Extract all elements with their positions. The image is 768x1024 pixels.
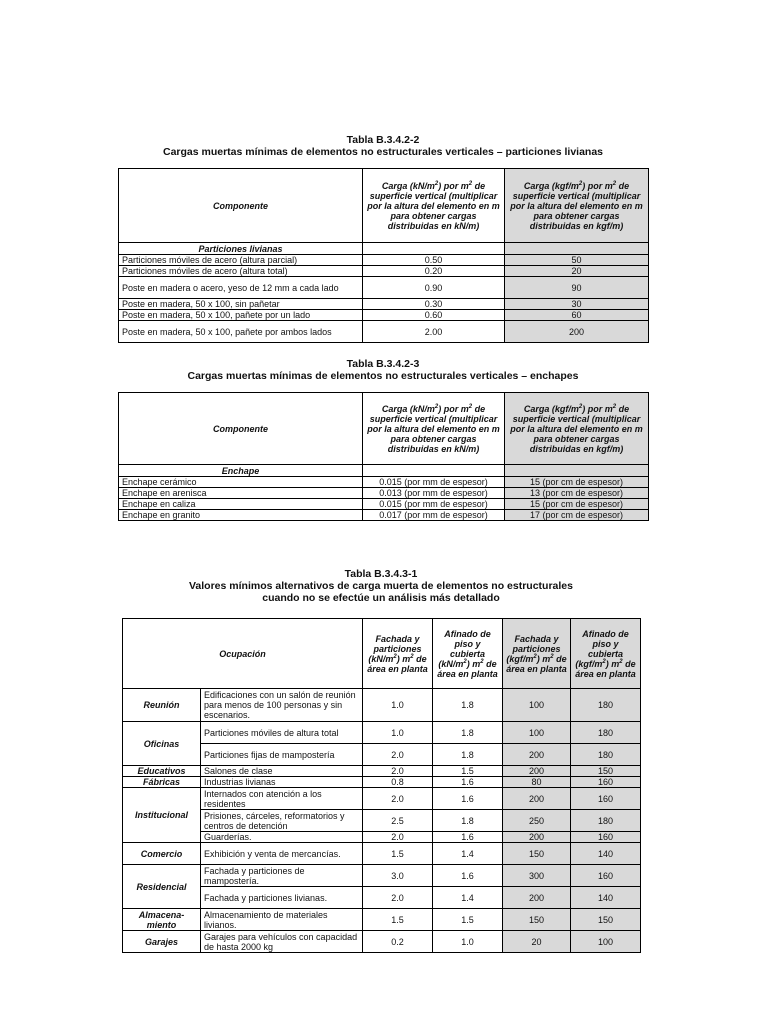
occupancy-label: Comercio xyxy=(123,843,201,865)
table2-section xyxy=(118,358,648,521)
table3-header-row xyxy=(123,619,641,689)
occupancy-label: Institucional xyxy=(123,788,201,843)
table-row xyxy=(119,510,649,521)
table3-caption-subtitle: Valores mínimos alternativos de carga muerta de elementos no estructurales xyxy=(189,580,573,592)
component-name: Enchape en granito xyxy=(119,510,363,521)
table3-header-occupancy: Ocupación xyxy=(123,619,363,689)
value-kn: 2.00 xyxy=(363,321,505,343)
table3-header-col3: Fachada y particiones $(kgf/m^2)$ $m^2$ de área en planta xyxy=(503,619,571,689)
occupancy-label: Garajes xyxy=(123,931,201,953)
value-facade-kgf: 200 xyxy=(503,766,571,777)
value-kgf: 200 xyxy=(505,321,649,343)
value-floor-kn: 1.4 xyxy=(433,843,503,865)
value-floor-kgf: 140 xyxy=(571,887,641,909)
value-floor-kgf: 140 xyxy=(571,843,641,865)
table3-caption-title: Tabla B.3.4.3-1 xyxy=(344,568,418,580)
table1-header-row xyxy=(119,169,649,243)
occupancy-description: Industrias livianas xyxy=(201,777,363,788)
table2-header-kn: Carga $(kN/m^2)$ por $m^2$ de superficie vertical (multiplicar por la altura del elemento en m para obtener cargas distribuidas en kN/m) xyxy=(363,393,505,465)
value-floor-kgf: 180 xyxy=(571,744,641,766)
value-facade-kgf: 100 xyxy=(503,722,571,744)
table-row xyxy=(123,843,641,865)
table-row xyxy=(123,810,641,832)
value-facade-kn: 2.0 xyxy=(363,887,433,909)
value-facade-kn: 1.0 xyxy=(363,722,433,744)
value-floor-kn: 1.8 xyxy=(433,722,503,744)
occupancy-description: Fachada y particiones livianas. xyxy=(201,887,363,909)
value-floor-kn: 1.6 xyxy=(433,788,503,810)
occupancy-label: Almacena-miento xyxy=(123,909,201,931)
table1-caption xyxy=(118,134,648,158)
value-floor-kn: 1.6 xyxy=(433,832,503,843)
value-floor-kn: 1.0 xyxy=(433,931,503,953)
value-floor-kn: 1.6 xyxy=(433,865,503,887)
value-facade-kgf: 200 xyxy=(503,744,571,766)
table-row xyxy=(119,488,649,499)
occupancy-description: Garajes para vehículos con capacidad de hasta 2000 kg xyxy=(201,931,363,953)
value-facade-kn: 0.2 xyxy=(363,931,433,953)
table-row xyxy=(123,887,641,909)
value-floor-kgf: 160 xyxy=(571,865,641,887)
value-facade-kgf: 150 xyxy=(503,843,571,865)
value-floor-kn: 1.8 xyxy=(433,744,503,766)
table-row xyxy=(119,477,649,488)
value-kn: 0.013 (por mm de espesor) xyxy=(363,488,505,499)
value-facade-kgf: 150 xyxy=(503,909,571,931)
value-facade-kn: 0.8 xyxy=(363,777,433,788)
occupancy-description: Particiones fijas de mampostería xyxy=(201,744,363,766)
table3-caption xyxy=(122,568,640,604)
component-name: Particiones móviles de acero (altura parcial) xyxy=(119,255,363,266)
table-row xyxy=(123,788,641,810)
occupancy-label: Residencial xyxy=(123,865,201,909)
value-facade-kn: 1.5 xyxy=(363,843,433,865)
occupancy-description: Prisiones, cárceles, reformatorios y centros de detención xyxy=(201,810,363,832)
value-floor-kn: 1.6 xyxy=(433,777,503,788)
value-floor-kn: 1.5 xyxy=(433,766,503,777)
table2-group-empty-shaded xyxy=(505,465,649,477)
value-facade-kgf: 200 xyxy=(503,788,571,810)
table1-caption-title: Tabla B.3.4.2-2 xyxy=(346,134,420,146)
value-kn: 0.015 (por mm de espesor) xyxy=(363,477,505,488)
value-kgf: 15 (por cm de espesor) xyxy=(505,477,649,488)
value-facade-kn: 2.5 xyxy=(363,810,433,832)
table2-group-label: Enchape xyxy=(119,465,363,477)
occupancy-description: Fachada y particiones de mampostería. xyxy=(201,865,363,887)
table2-caption-title: Tabla B.3.4.2-3 xyxy=(346,358,420,370)
occupancy-description: Salones de clase xyxy=(201,766,363,777)
occupancy-label: Educativos xyxy=(123,766,201,777)
value-floor-kgf: 160 xyxy=(571,777,641,788)
table3 xyxy=(122,618,641,953)
value-kgf: 17 (por cm de espesor) xyxy=(505,510,649,521)
value-floor-kgf: 100 xyxy=(571,931,641,953)
table-row xyxy=(119,499,649,510)
value-facade-kgf: 80 xyxy=(503,777,571,788)
value-floor-kgf: 180 xyxy=(571,810,641,832)
value-facade-kn: 2.0 xyxy=(363,788,433,810)
occupancy-label: Oficinas xyxy=(123,722,201,766)
occupancy-description: Particiones móviles de altura total xyxy=(201,722,363,744)
value-floor-kn: 1.4 xyxy=(433,887,503,909)
occupancy-label: Fábricas xyxy=(123,777,201,788)
table1-group-label: Particiones livianas xyxy=(119,243,363,255)
value-facade-kn: 1.0 xyxy=(363,689,433,722)
table-row xyxy=(119,266,649,277)
table1-caption-subtitle: Cargas muertas mínimas de elementos no estructurales verticales – particiones livianas xyxy=(162,146,604,158)
value-floor-kn: 1.8 xyxy=(433,810,503,832)
table-row xyxy=(119,310,649,321)
component-name: Poste en madera, 50 x 100, sin pañetar xyxy=(119,299,363,310)
component-name: Particiones móviles de acero (altura total) xyxy=(119,266,363,277)
occupancy-label: Reunión xyxy=(123,689,201,722)
value-floor-kgf: 180 xyxy=(571,722,641,744)
value-facade-kgf: 20 xyxy=(503,931,571,953)
table2-group-empty xyxy=(363,465,505,477)
value-floor-kn: 1.8 xyxy=(433,689,503,722)
table1-group-empty-shaded xyxy=(505,243,649,255)
table-row xyxy=(123,777,641,788)
value-facade-kn: 1.5 xyxy=(363,909,433,931)
value-kgf: 50 xyxy=(505,255,649,266)
table2-caption xyxy=(118,358,648,382)
value-facade-kn: 3.0 xyxy=(363,865,433,887)
value-kn: 0.30 xyxy=(363,299,505,310)
table1-header-component: Componente xyxy=(119,169,363,243)
table-row xyxy=(123,689,641,722)
value-floor-kgf: 160 xyxy=(571,832,641,843)
value-kgf: 20 xyxy=(505,266,649,277)
component-name: Poste en madera, 50 x 100, pañete por un lado xyxy=(119,310,363,321)
value-kn: 0.50 xyxy=(363,255,505,266)
value-floor-kn: 1.5 xyxy=(433,909,503,931)
table-row xyxy=(123,766,641,777)
table1-group-empty xyxy=(363,243,505,255)
table-row xyxy=(123,722,641,744)
table2-group-row xyxy=(119,465,649,477)
value-kgf: 15 (por cm de espesor) xyxy=(505,499,649,510)
value-floor-kgf: 150 xyxy=(571,909,641,931)
component-name: Enchape en arenisca xyxy=(119,488,363,499)
table3-caption-subtitle-2: cuando no se efectúe un análisis más detallado xyxy=(262,592,500,604)
table-row xyxy=(123,909,641,931)
table1-header-kn: Carga $(kN/m^2)$ por $m^2$ de superficie vertical (multiplicar por la altura del elemento en m para obtener cargas distribuidas en kN/m) xyxy=(363,169,505,243)
component-name: Enchape en caliza xyxy=(119,499,363,510)
occupancy-description: Exhibición y venta de mercancías. xyxy=(201,843,363,865)
table3-section xyxy=(122,568,640,953)
table-row xyxy=(123,832,641,843)
value-floor-kgf: 160 xyxy=(571,788,641,810)
table2 xyxy=(118,392,649,521)
value-kn: 0.017 (por mm de espesor) xyxy=(363,510,505,521)
table2-header-row xyxy=(119,393,649,465)
table1-header-kgf: Carga $(kgf/m^2)$ por $m^2$ de superficie vertical (multiplicar por la altura del elemento en m para obtener cargas distribuidas en kgf/m) xyxy=(505,169,649,243)
table1-section xyxy=(118,134,648,343)
table-row xyxy=(123,744,641,766)
table1-group-row xyxy=(119,243,649,255)
table-row xyxy=(119,299,649,310)
value-floor-kgf: 150 xyxy=(571,766,641,777)
value-facade-kgf: 200 xyxy=(503,832,571,843)
value-kn: 0.60 xyxy=(363,310,505,321)
value-kgf: 90 xyxy=(505,277,649,299)
value-kn: 0.90 xyxy=(363,277,505,299)
table1 xyxy=(118,168,649,343)
value-kgf: 30 xyxy=(505,299,649,310)
occupancy-description: Internados con atención a los residentes xyxy=(201,788,363,810)
table2-caption-subtitle: Cargas muertas mínimas de elementos no estructurales verticales – enchapes xyxy=(187,370,579,382)
component-name: Enchape cerámico xyxy=(119,477,363,488)
value-kn: 0.015 (por mm de espesor) xyxy=(363,499,505,510)
value-facade-kn: 2.0 xyxy=(363,766,433,777)
table3-header-col1: Fachada y particiones $(kN/m^2)$ $m^2$ de área en planta xyxy=(363,619,433,689)
table3-header-col4: Afinado de piso y cubierta $(kgf/m^2)$ $m^2$ de área en planta xyxy=(571,619,641,689)
table-row xyxy=(119,255,649,266)
value-facade-kgf: 100 xyxy=(503,689,571,722)
value-kn: 0.20 xyxy=(363,266,505,277)
occupancy-description: Almacenamiento de materiales livianos. xyxy=(201,909,363,931)
value-facade-kn: 2.0 xyxy=(363,832,433,843)
value-facade-kn: 2.0 xyxy=(363,744,433,766)
value-kgf: 60 xyxy=(505,310,649,321)
value-facade-kgf: 200 xyxy=(503,887,571,909)
component-name: Poste en madera, 50 x 100, pañete por ambos lados xyxy=(119,321,363,343)
table2-header-kgf: Carga $(kgf/m^2)$ por $m^2$ de superficie vertical (multiplicar por la altura del elemento en m para obtener cargas distribuidas en kgf/m) xyxy=(505,393,649,465)
table2-header-component: Componente xyxy=(119,393,363,465)
occupancy-description: Edificaciones con un salón de reunión para menos de 100 personas y sin escenarios. xyxy=(201,689,363,722)
value-facade-kgf: 300 xyxy=(503,865,571,887)
table-row xyxy=(123,865,641,887)
table3-header-col2: Afinado de piso y cubierta $(kN/m^2)$ $m^2$ de área en planta xyxy=(433,619,503,689)
table-row xyxy=(123,931,641,953)
value-facade-kgf: 250 xyxy=(503,810,571,832)
table-row xyxy=(119,277,649,299)
table-row xyxy=(119,321,649,343)
occupancy-description: Guarderías. xyxy=(201,832,363,843)
value-kgf: 13 (por cm de espesor) xyxy=(505,488,649,499)
value-floor-kgf: 180 xyxy=(571,689,641,722)
component-name: Poste en madera o acero, yeso de 12 mm a cada lado xyxy=(119,277,363,299)
